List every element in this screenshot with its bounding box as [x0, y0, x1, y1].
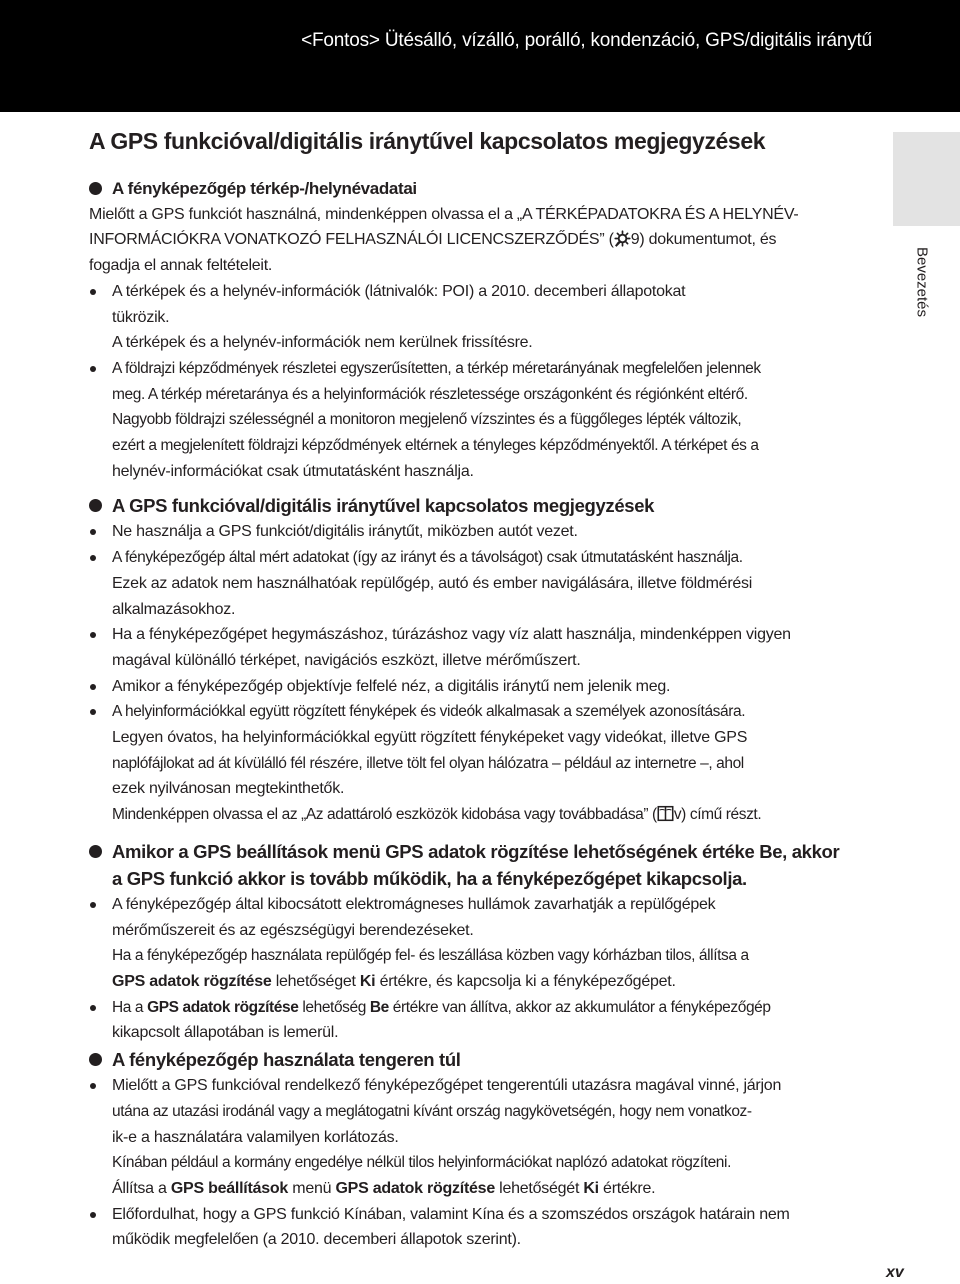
- list-item: A földrajzi képződmények részletei egyszerűsítetten, a térkép méretarányának megfelelően jelennek meg. A térkép méretaránya és a helyinformációk részletessége országonként és régiónként eltérő. Nagyobb földrajzi szélességnél a monitoron megjelenő vízszintes és a függőleges lépték változik, ezért a megjelenített földrajzi képződmények eltérnek a tényleges képződményektől. A térképet és a helynév-információkat csak útmutatásként használja.: [89, 356, 879, 485]
- section-bullet-icon: [89, 499, 102, 512]
- bullet-icon: [90, 555, 96, 561]
- bullet-icon: [90, 632, 96, 638]
- bullet-icon: [90, 1005, 96, 1011]
- section-bullet-icon: [89, 182, 102, 195]
- bullet-icon: [90, 289, 96, 295]
- page-title: A GPS funkcióval/digitális iránytűvel kapcsolatos megjegyzések: [89, 128, 766, 154]
- list-item: Ha a fényképezőgépet hegymászáshoz, túrázáshoz vagy víz alatt használja, mindenképpen vigyen magával különálló térképet, navigációs eszközt, illetve mérőműszert.: [89, 622, 879, 673]
- section-heading: A fényképezőgép használata tengeren túl: [89, 1046, 879, 1073]
- section-bullet-icon: [89, 1053, 102, 1066]
- list-item: A helyinformációkkal együtt rögzített fényképek és videók alkalmasak a személyek azonosítására. Legyen óvatos, ha helyinformációkkal együtt rögzített fényképeket vagy videókat, illetve GPS naplófájlokat ad át kívülálló fél részére, illetve tölt fel olyan hálózatra – például az internetre –, ahol ezek nyilvánosan megtekinthetők. Mindenképpen olvassa el az „Az adattároló eszközök kidobása vagy továbbadása” ( v) című részt.: [89, 699, 879, 828]
- header-title: <Fontos> Ütésálló, vízálló, porálló, kondenzáció, GPS/digitális iránytű: [301, 30, 872, 51]
- list-item: A fényképezőgép által mért adatokat (így az irányt és a távolságot) csak útmutatásként használja. Ezek az adatok nem használhatóak repülőgép, autó és ember navigálására, illetve földmérési alkalmazásokhoz.: [89, 545, 879, 622]
- section-bullet-icon: [89, 845, 102, 858]
- section-heading: A GPS funkcióval/digitális iránytűvel kapcsolatos megjegyzések: [89, 492, 879, 519]
- section-heading: A fényképezőgép térkép-/helynévadatai: [89, 176, 879, 202]
- bullet-icon: [90, 902, 96, 908]
- bullet-icon: [90, 709, 96, 715]
- header-bar: [0, 0, 960, 112]
- list-item: Előfordulhat, hogy a GPS funkció Kínában, valamint Kína és a szomszédos országok határain nem működik megfelelően (a 2010. decemberi állapotok szerint).: [89, 1202, 879, 1253]
- bullet-icon: [90, 1212, 96, 1218]
- list-item: Ha a GPS adatok rögzítése lehetőség Be értékre van állítva, akkor az akkumulátor a fényképezőgép kikapcsolt állapotában is lemerül.: [89, 995, 879, 1046]
- list-item: A térképek és a helynév-információk (látnivalók: POI) a 2010. decemberi állapotokat tükrözik. A térképek és a helynév-információk nem kerülnek frissítésre.: [89, 279, 879, 356]
- bullet-icon: [90, 366, 96, 372]
- bullet-icon: [90, 1083, 96, 1089]
- list-item: Amikor a fényképezőgép objektívje felfelé néz, a digitális iránytű nem jelenik meg.: [89, 674, 879, 700]
- reference-page-icon: [614, 230, 631, 247]
- book-reference-icon: [657, 805, 674, 822]
- bullet-icon: [90, 684, 96, 690]
- section-heading: Amikor a GPS beállítások menü GPS adatok rögzítése lehetőségének értéke Be, akkor a GPS funkció akkor is tovább működik, ha a fényképezőgépet kikapcsolja.: [89, 838, 879, 892]
- page-number: xv: [886, 1264, 904, 1281]
- list-item: Mielőtt a GPS funkcióval rendelkező fényképezőgépet tengerentúli utazásra magával vinné, járjon utána az utazási irodánál vagy a meglátogatni kívánt ország nagykövetségén, hogy nem vonatkoz- ik-e a használatára valamilyen korlátozás. Kínában például a kormány engedélye nélkül tilos helyinformációkat naplózó adatokat rögzíteni. Állítsa a GPS beállítások menü GPS adatok rögzítése lehetőségét Ki értékre.: [89, 1073, 879, 1202]
- list-item: Ne használja a GPS funkciót/digitális iránytűt, miközben autót vezet.: [89, 519, 879, 545]
- side-tab-label-wrap: [912, 246, 932, 318]
- bullet-icon: [90, 529, 96, 535]
- side-tab-label: Bevezetés: [913, 246, 931, 318]
- main-content: [89, 176, 879, 1253]
- list-item: A fényképezőgép által kibocsátott elektromágneses hullámok zavarhatják a repülőgépek mérőműszereit és az egészségügyi berendezéseket. Ha a fényképezőgép használata repülőgép fel- és leszállása közben vagy kórházban tilos, állítsa a GPS adatok rögzítése lehetőséget Ki értékre, és kapcsolja ki a fényképezőgépet.: [89, 892, 879, 995]
- intro-paragraph: Mielőtt a GPS funkciót használná, mindenképpen olvassa el a „A TÉRKÉPADATOKRA ÉS A HELYNÉV- INFORMÁCIÓKRA VONATKOZÓ FELHASZNÁLÓI LICENCSZERZŐDÉS” ( 9) dokumentumot, és fogadja el annak feltételeit.: [89, 205, 799, 275]
- side-tab: [893, 132, 960, 226]
